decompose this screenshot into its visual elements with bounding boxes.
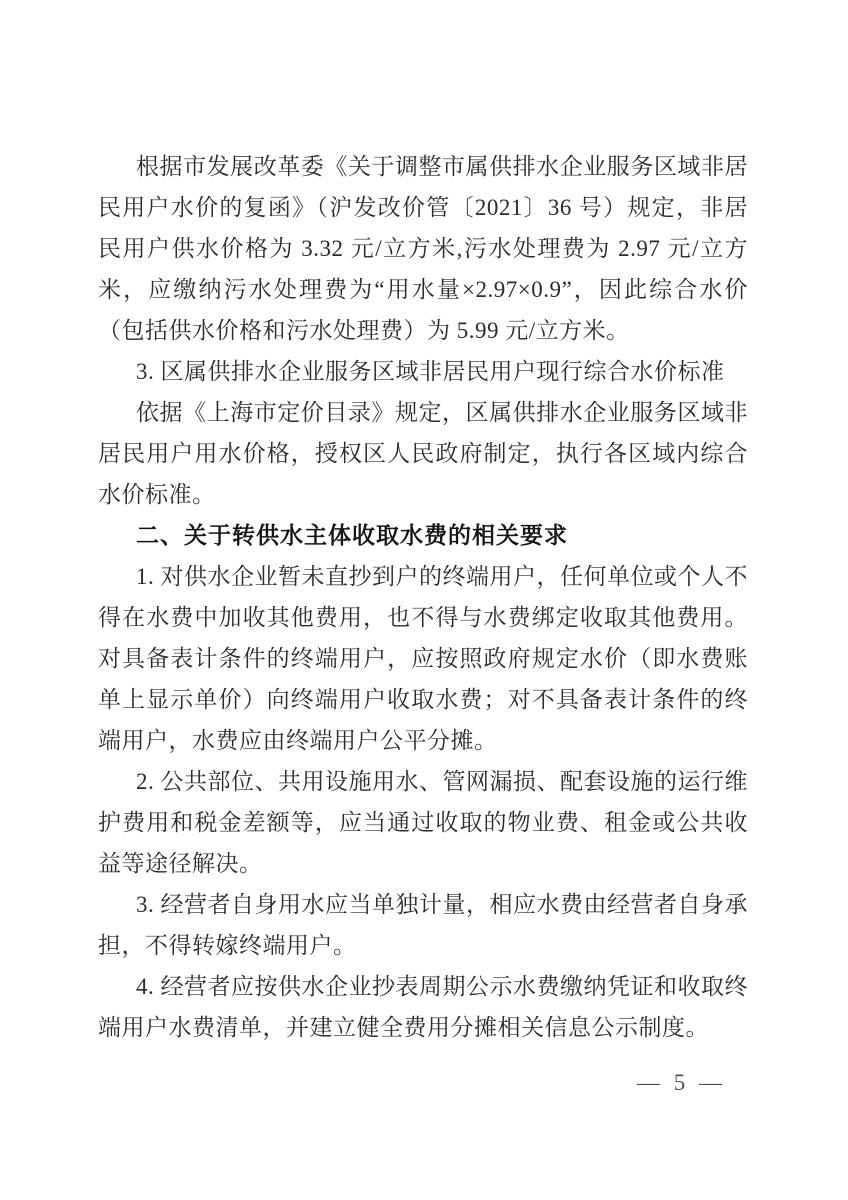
section-heading-part2: 二、关于转供水主体收取水费的相关要求 <box>136 522 568 548</box>
paragraph-requirement-2: 2. 公共部位、共用设施用水、管网漏损、配套设施的运行维护费用和税金差额等，应当通过收取的物业费、租金或公共收益等途径解决。 <box>98 769 748 876</box>
paragraph-district-pricing-rule: 依据《上海市定价目录》规定，区属供排水企业服务区域非居民用户用水价格，授权区人民政府制定，执行各区域内综合水价标准。 <box>98 400 748 507</box>
paragraph-water-price-basis: 根据市发展改革委《关于调整市属供排水企业服务区域非居民用户水价的复函》（沪发改价管〔2021〕36 号）规定，非居民用户供水价格为 3.32 元/立方米,污水处理费为 2.97 元/立方米，应缴纳污水处理费为“用水量×2.97×0.9”，因此综合水价（包括供水价格和污水处理费）为 5.99 元/立方米。 <box>98 154 748 343</box>
paragraph-requirement-4: 4. 经营者应按供水企业抄表周期公示水费缴纳凭证和收取终端用户水费清单，并建立健全费用分摊相关信息公示制度。 <box>98 974 748 1040</box>
paragraph-item3-district-standard-title: 3. 区属供排水企业服务区域非居民用户现行综合水价标准 <box>136 359 725 384</box>
paragraph-requirement-3: 3. 经营者自身用水应当单独计量，相应水费由经营者自身承担，不得转嫁终端用户。 <box>98 892 748 958</box>
page-number: — 5 — <box>637 1070 726 1095</box>
document-body <box>98 146 748 1048</box>
paragraph-requirement-1: 1. 对供水企业暂未直抄到户的终端用户，任何单位或个人不得在水费中加收其他费用，也不得与水费绑定收取其他费用。对具备表计条件的终端用户，应按照政府规定水价（即水费账单上显示单价）向终端用户收取水费；对不具备表计条件的终端用户，水费应由终端用户公平分摊。 <box>98 564 748 753</box>
